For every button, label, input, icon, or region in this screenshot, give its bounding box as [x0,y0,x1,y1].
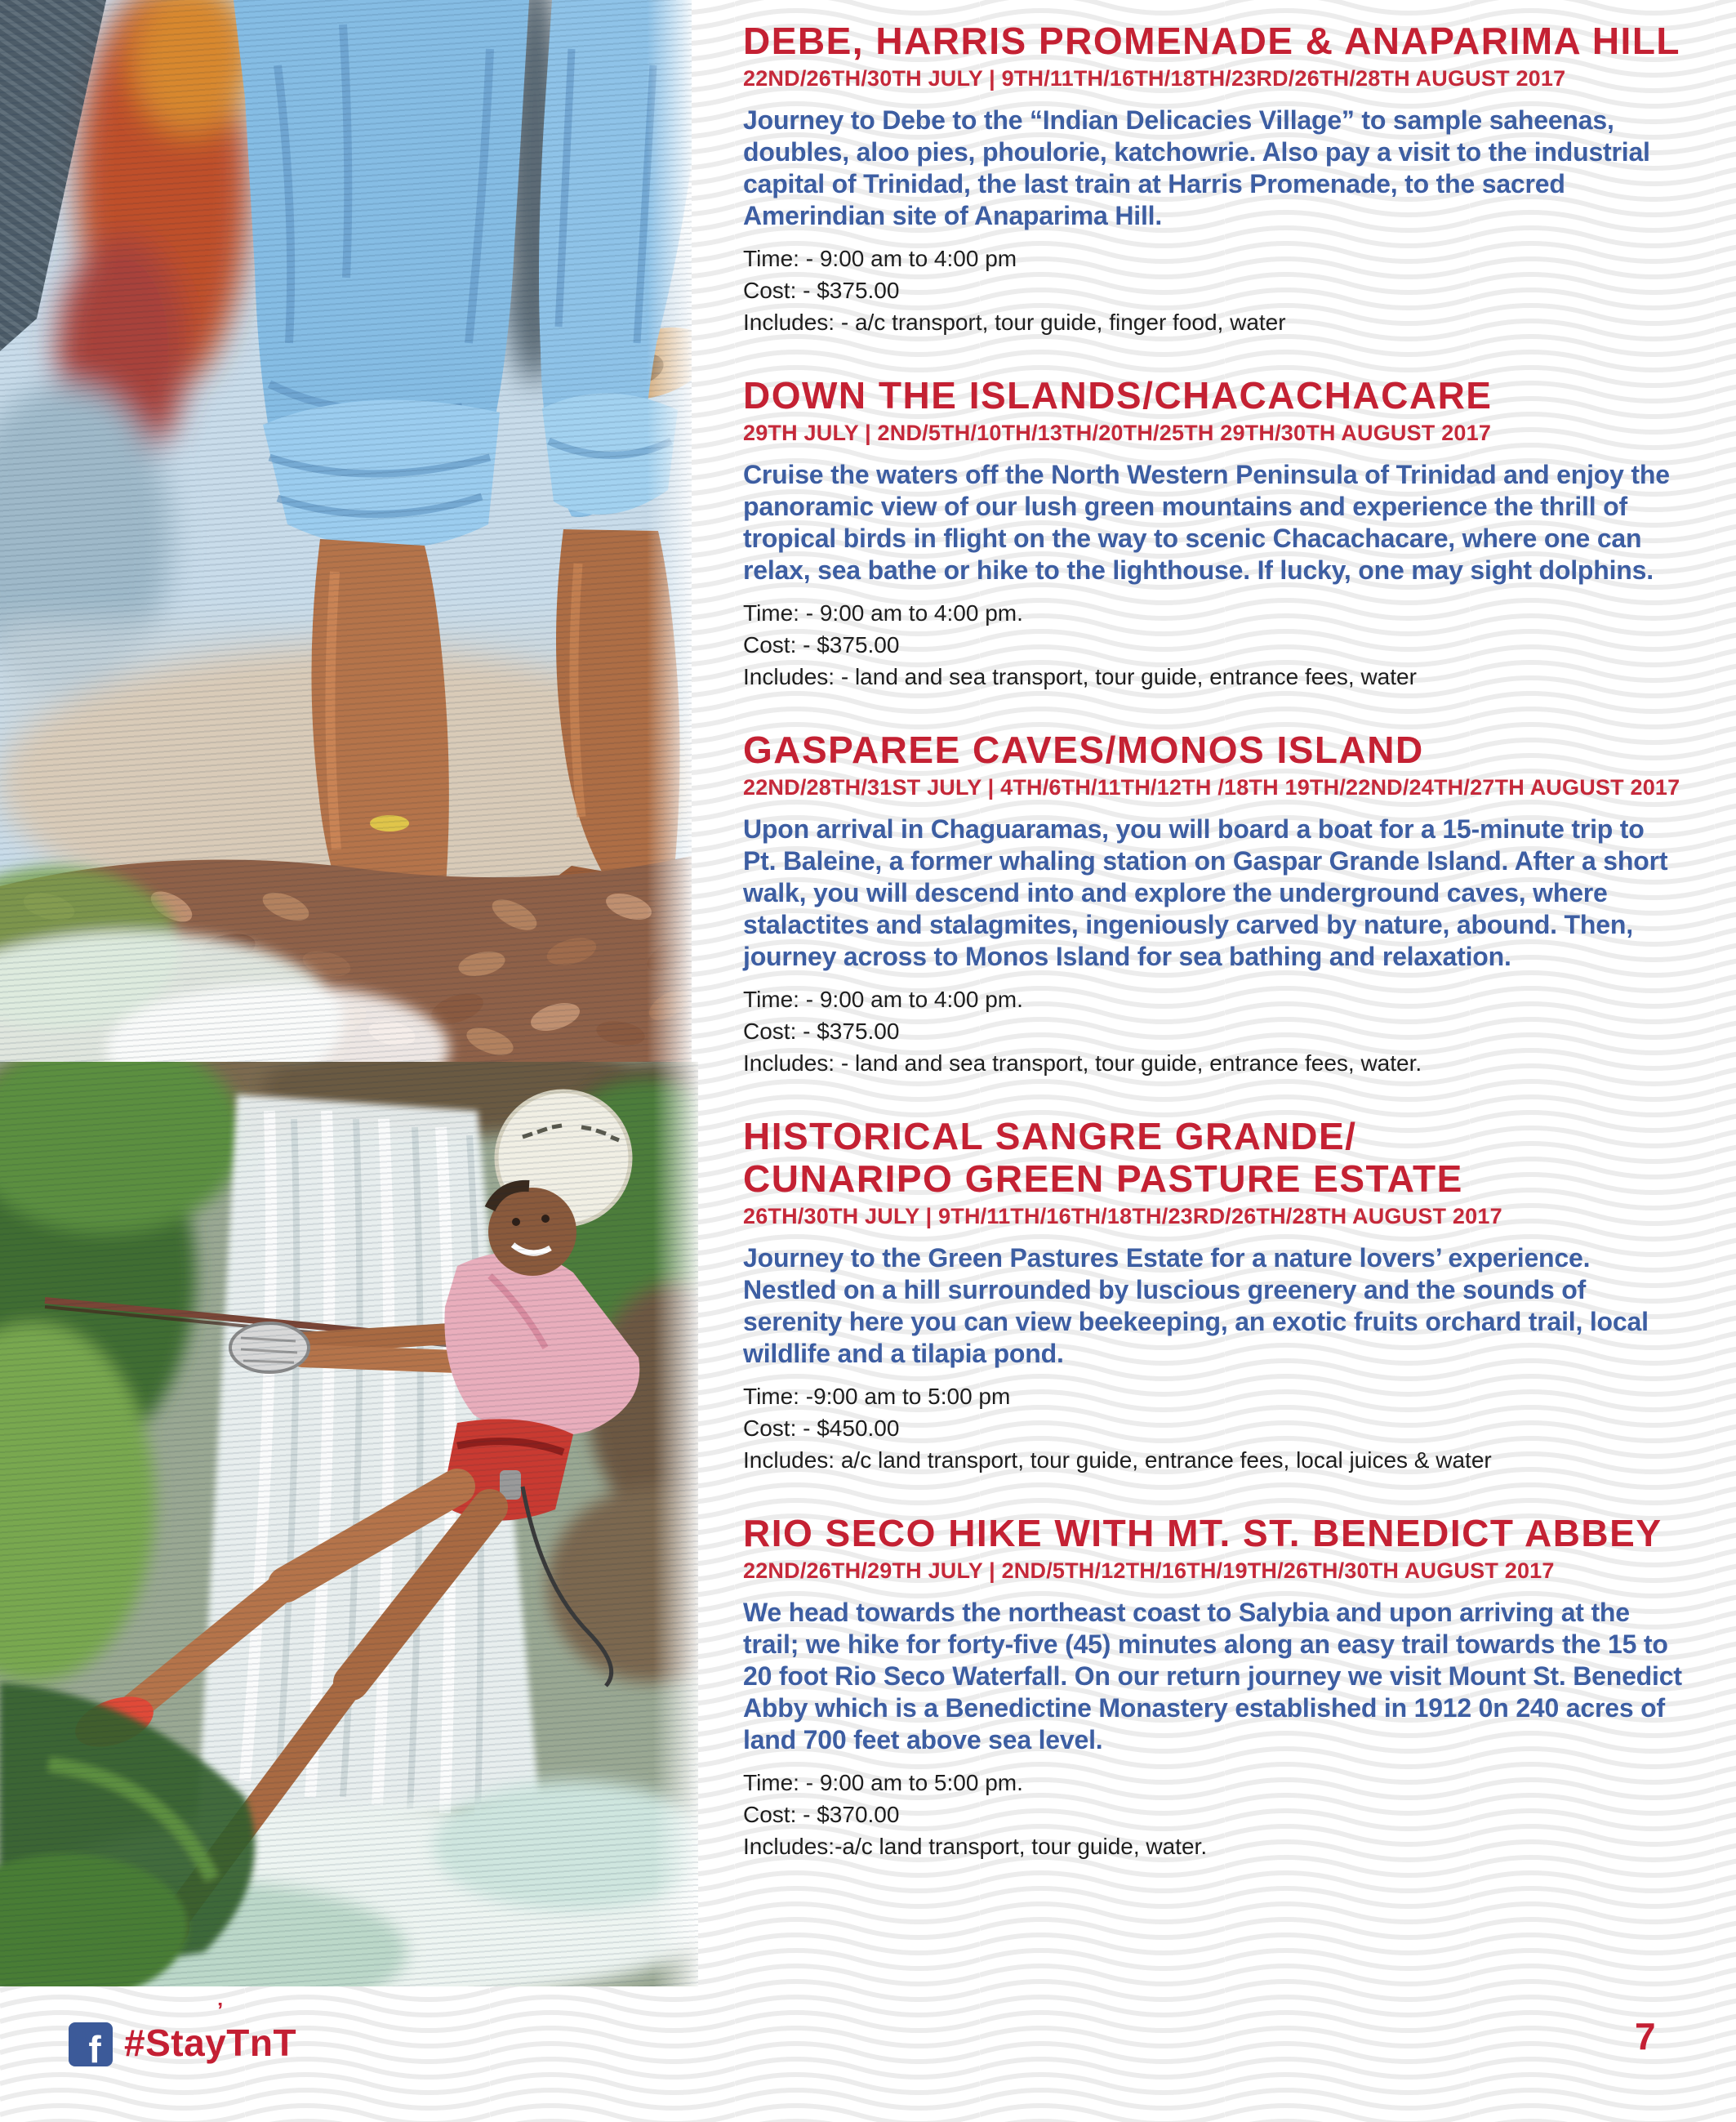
hashtag-staytnt: #StayTnT [124,2022,297,2064]
section-time: Time: - 9:00 am to 4:00 pm. [743,987,1023,1012]
section-title: DOWN THE ISLANDS/CHACACHACARE [743,374,1493,417]
section-time: Time: - 9:00 am to 4:00 pm [743,246,1017,271]
facebook-f-glyph: f [88,2028,101,2066]
waterfall-photo-illustration [0,1062,698,1986]
section-title: DEBE, HARRIS PROMENADE & ANAPARIMA HILL [743,20,1681,62]
section-time: Time: - 9:00 am to 4:00 pm. [743,600,1023,626]
section-description: We head towards the northeast coast to Salybia and upon arriving at the trail; we hike for forty-five (45) minutes along an easy trail towards the 15 to 20 foot Rio Seco Waterfall. On our return journey we visit Mount St. Benedict Abby which is a Benedictine Monastery established in 1912 0n 240 acres of land 700 feet above sea level. [743,1598,1682,1754]
facebook-icon [69,2022,113,2066]
tour-listings-column [743,20,1684,1898]
waterfall-rappelling-photo [0,1062,698,1986]
section-title: HISTORICAL SANGRE GRANDE/ [743,1115,1357,1157]
section-title: RIO SECO HIKE WITH MT. ST. BENEDICT ABBEY [743,1512,1663,1554]
section-cost: Cost: - $375.00 [743,278,900,303]
barefoot-dancing-cocoa-beans-photo [0,0,692,1062]
section-description: Journey to Debe to the “Indian Delicacies Village” to sample saheenas, doubles, aloo pies, phoulorie, katchowrie. Also pay a visit to the industrial capital of Trinidad, the last train at Harris Promenade, to the sacred Amerindian site of Anaparima Hill. [743,105,1650,230]
section-description: Journey to the Green Pastures Estate for a nature lovers’ experience. Nestled on a hill surrounded by luscious greenery and the sounds of serenity here you can view beekeeping, an exotic fruits orchard trail, local wildlife and a tilapia pond. [743,1243,1649,1368]
section-cost: Cost: - $375.00 [743,1019,900,1044]
section-sangre-grande [743,1115,1684,1474]
section-dates: 26TH/30TH JULY | 9TH/11TH/16TH/18TH/23RD/26TH/28TH AUGUST 2017 [743,1204,1502,1228]
section-dates: 22ND/28TH/31ST JULY | 4TH/6TH/11TH/12TH /18TH 19TH/22ND/24TH/27TH AUGUST 2017 [743,775,1680,800]
section-description: Cruise the waters off the North Western Peninsula of Trinidad and enjoy the panoramic view of our lush green mountains and experience the thrill of tropical birds in flight on the way to scenic Chacachacare, where one can relax, sea bathe or hike to the lighthouse. If lucky, one may sight dolphins. [743,460,1670,585]
section-title-line2: CUNARIPO GREEN PASTURE ESTATE [743,1157,1463,1200]
section-cost: Cost: - $375.00 [743,632,900,658]
cocoa-photo-illustration [0,0,692,1062]
section-includes: Includes:-a/c land transport, tour guide, water. [743,1834,1208,1859]
section-dates: 22ND/26TH/29TH JULY | 2ND/5TH/12TH/16TH/19TH/26TH/30TH AUGUST 2017 [743,1558,1555,1583]
section-rio-seco [743,1512,1684,1861]
section-time: Time: -9:00 am to 5:00 pm [743,1384,1011,1409]
section-cost: Cost: - $370.00 [743,1802,900,1827]
stray-mark: ’ [217,1998,224,2022]
section-title: GASPAREE CAVES/MONOS ISLAND [743,729,1424,771]
section-down-the-islands [743,374,1684,691]
section-includes: Includes: - land and sea transport, tour guide, entrance fees, water [743,664,1417,689]
section-dates: 22ND/26TH/30TH JULY | 9TH/11TH/16TH/18TH/23RD/26TH/28TH AUGUST 2017 [743,66,1566,91]
section-includes: Includes: - land and sea transport, tour guide, entrance fees, water. [743,1050,1422,1076]
section-debe-harris-promenade [743,20,1684,337]
page-number: 7 [1635,2015,1656,2057]
section-description: Upon arrival in Chaguaramas, you will board a boat for a 15-minute trip to Pt. Baleine, a former whaling station on Gaspar Grande Island. After a short walk, you will descend into and explore the underground caves, where stalactites and stalagmites, ingeniously carved by nature, abound. Then, journey across to Monos Island for sea bathing and relaxation. [743,814,1668,971]
section-cost: Cost: - $450.00 [743,1415,900,1441]
section-time: Time: - 9:00 am to 5:00 pm. [743,1770,1023,1795]
section-gasparee-caves [743,729,1684,1077]
section-includes: Includes: a/c land transport, tour guide, entrance fees, local juices & water [743,1447,1492,1473]
section-includes: Includes: - a/c transport, tour guide, finger food, water [743,310,1286,335]
section-dates: 29TH JULY | 2ND/5TH/10TH/13TH/20TH/25TH 29TH/30TH AUGUST 2017 [743,421,1492,445]
